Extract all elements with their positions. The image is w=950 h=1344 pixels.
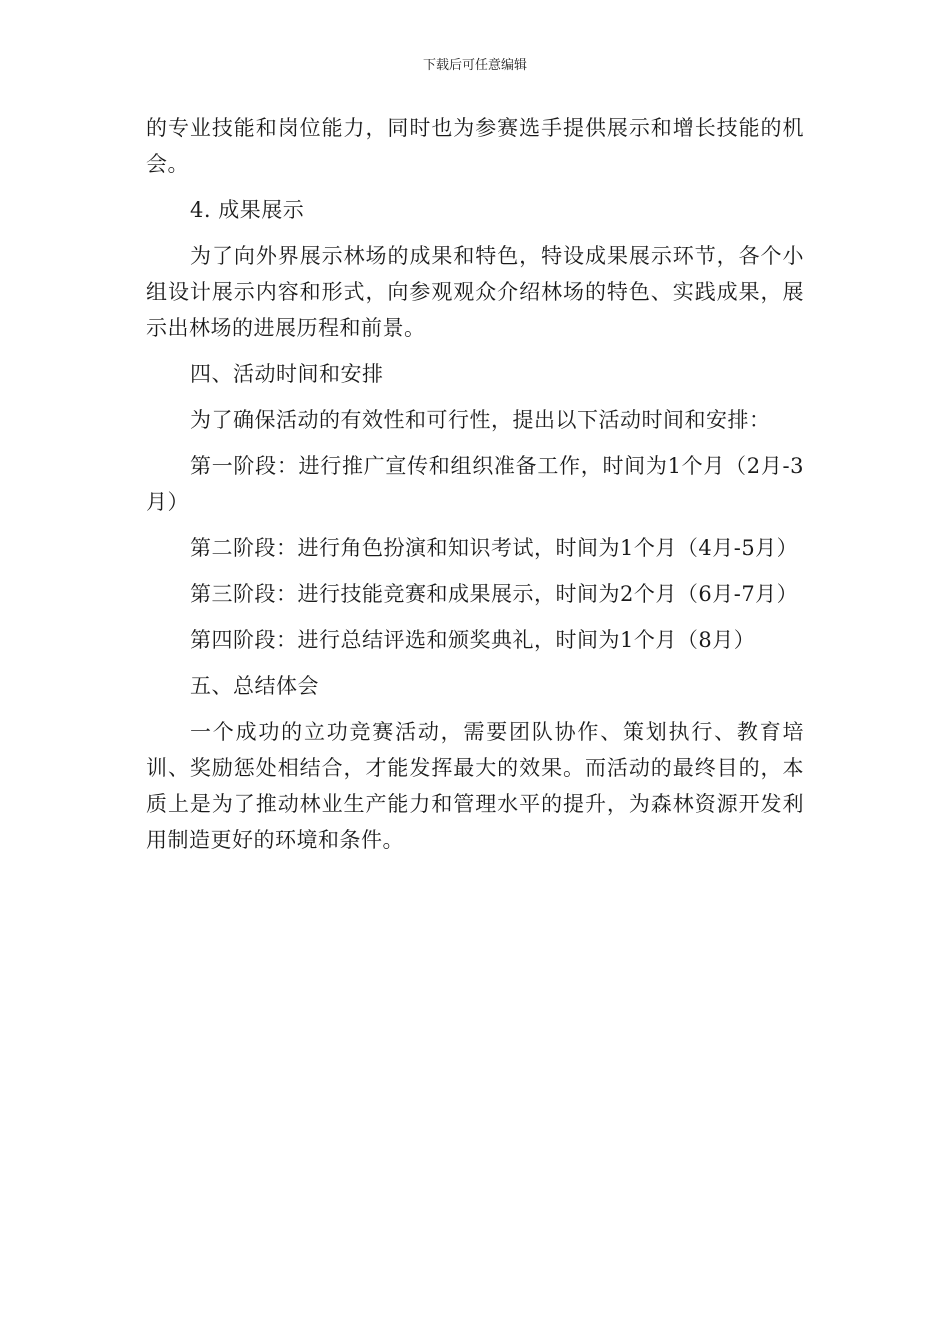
paragraph-phase-3: 第三阶段：进行技能竞赛和成果展示，时间为2个月（6月-7月）: [190, 582, 799, 606]
document-body: [146, 110, 804, 868]
section-heading-schedule: 四、活动时间和安排: [190, 362, 384, 386]
paragraph-continuation: 的专业技能和岗位能力，同时也为参赛选手提供展示和增长技能的机会。: [146, 116, 804, 176]
paragraph-phase-1: 第一阶段：进行推广宣传和组织准备工作，时间为1个月（2月-3月）: [146, 454, 804, 514]
paragraph-schedule-intro: 为了确保活动的有效性和可行性，提出以下活动时间和安排：: [190, 408, 771, 432]
section-heading-results-display: 4. 成果展示: [190, 198, 305, 222]
paragraph-summary: 一个成功的立功竞赛活动，需要团队协作、策划执行、教育培训、奖励惩处相结合，才能发挥最大的效果。而活动的最终目的，本质上是为了推动林业生产能力和管理水平的提升，为森林资源开发利用制造更好的环境和条件。: [146, 720, 804, 852]
paragraph-phase-2: 第二阶段：进行角色扮演和知识考试，时间为1个月（4月-5月）: [190, 536, 799, 560]
section-heading-summary: 五、总结体会: [190, 674, 319, 698]
paragraph-results-display: 为了向外界展示林场的成果和特色，特设成果展示环节，各个小组设计展示内容和形式，向参观观众介绍林场的特色、实践成果，展示出林场的进展历程和前景。: [146, 244, 804, 340]
paragraph-phase-4: 第四阶段：进行总结评选和颁奖典礼，时间为1个月（8月）: [190, 628, 756, 652]
page-header: 下载后可任意编辑: [422, 58, 527, 73]
